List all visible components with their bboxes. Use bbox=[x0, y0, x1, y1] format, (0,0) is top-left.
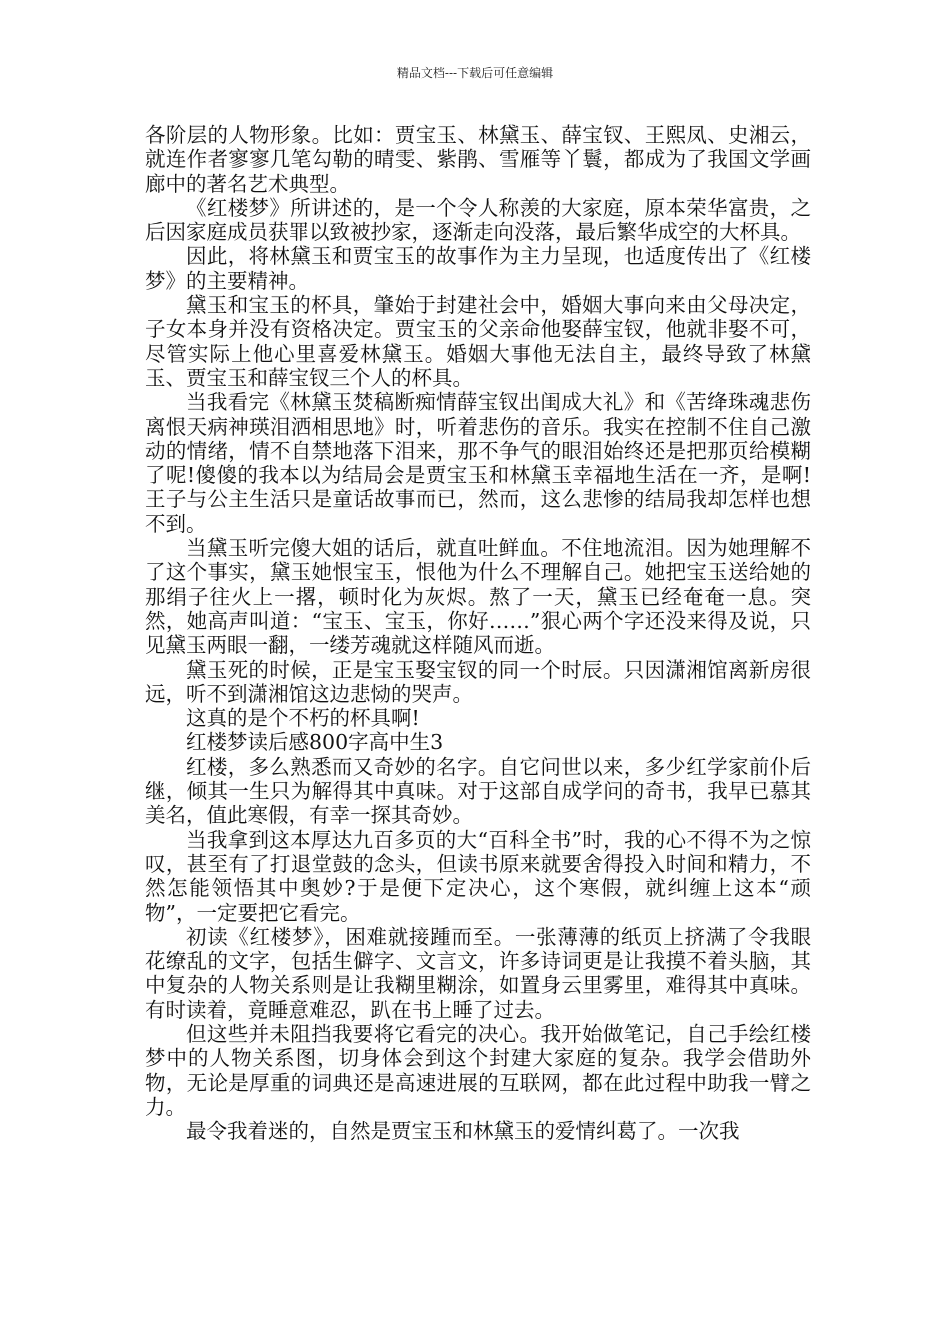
paragraph: 最令我着迷的，自然是贾宝玉和林黛玉的爱情纠葛了。一次我 bbox=[186, 1119, 740, 1144]
paragraph: 当黛玉听完傻大姐的话后，就直吐鲜血。不住地流泪。因为她理解不了这个事实，黛玉她恨宝玉，恨他为什么不理解自己。她把宝玉送给她的那绢子往火上一撂，顿时化为灰烬。熬了一天，黛玉已经奄奄一息。突然，她高声叫道：“宝玉、宝玉，你好……”狠心两个字还没来得及说，只见黛玉两眼一翻，一缕芳魂就这样随风而逝。 bbox=[145, 536, 811, 658]
paragraph: 初读《红楼梦》，困难就接踵而至。一张薄薄的纸页上挤满了令我眼花缭乱的文字，包括生僻字、文言文，许多诗词更是让我摸不着头脑，其中复杂的人物关系则是让我糊里糊涂，如置身云里雾里，难得其中真味。有时读着，竟睡意难忍，趴在书上睡了过去。 bbox=[145, 924, 811, 1022]
paragraph: 因此，将林黛玉和贾宝玉的故事作为主力呈现，也适度传出了《红楼梦》的主要精神。 bbox=[145, 244, 811, 293]
paragraph: 红楼，多么熟悉而又奇妙的名字。自它问世以来，多少红学家前仆后继，倾其一生只为解得其中真味。对于这部自成学问的奇书，我早已慕其美名，值此寒假，有幸一探其奇妙。 bbox=[145, 754, 811, 828]
paragraph: 但这些并未阻挡我要将它看完的决心。我开始做笔记，自己手绘红楼梦中的人物关系图，切身体会到这个封建大家庭的复杂。我学会借助外物，无论是厚重的词典还是高速进展的互联网，都在此过程中助我一臂之力。 bbox=[145, 1021, 811, 1119]
paragraph: 当我拿到这本厚达九百多页的大“百科全书”时，我的心不得不为之惊叹，甚至有了打退堂鼓的念头，但读书原来就要舍得投入时间和精力，不然怎能领悟其中奥妙?于是便下定决心，这个寒假，就纠缠上这本“顽物”，一定要把它看完。 bbox=[145, 827, 811, 925]
page-header: 精品文档---下载后可任意编辑 bbox=[396, 66, 554, 80]
paragraph: 黛玉和宝玉的杯具，肇始于封建社会中，婚姻大事向来由父母决定，子女本身并没有资格决定。贾宝玉的父亲命他娶薛宝钗，他就非娶不可，尽管实际上他心里喜爱林黛玉。婚姻大事他无法自主，最终导致了林黛玉、贾宝玉和薛宝钗三个人的杯具。 bbox=[145, 293, 811, 390]
paragraph: 这真的是个不朽的杯具啊! bbox=[186, 706, 420, 731]
paragraph: 黛玉死的时候，正是宝玉娶宝钗的同一个时辰。只因潇湘馆离新房很远，听不到潇湘馆这边悲恸的哭声。 bbox=[145, 657, 811, 706]
paragraph: 《红楼梦》所讲述的，是一个令人称羡的大家庭，原本荣华富贵，之后因家庭成员获罪以致被抄家，逐渐走向没落，最后繁华成空的大杯具。 bbox=[145, 195, 811, 245]
section-heading: 红楼梦读后感800字高中生3 bbox=[186, 730, 444, 755]
document-body bbox=[145, 123, 811, 1143]
paragraph: 各阶层的人物形象。比如：贾宝玉、林黛玉、薛宝钗、王熙凤、史湘云，就连作者寥寥几笔勾勒的晴雯、紫鹃、雪雁等丫鬟，都成为了我国文学画廊中的著名艺术典型。 bbox=[145, 123, 811, 196]
paragraph: 当我看完《林黛玉焚稿断痴情薛宝钗出闺成大礼》和《苦绛珠魂悲伤离恨天病神瑛泪洒相思地》时，听着悲伤的音乐。我实在控制不住自己激动的情绪，情不自禁地落下泪来，那不争气的眼泪始终还是把那页给模糊了呢!傻傻的我本以为结局会是贾宝玉和林黛玉幸福地生活在一齐，是啊!王子与公主生活只是童话故事而已，然而，这么悲惨的结局我却怎样也想不到。 bbox=[145, 390, 811, 536]
